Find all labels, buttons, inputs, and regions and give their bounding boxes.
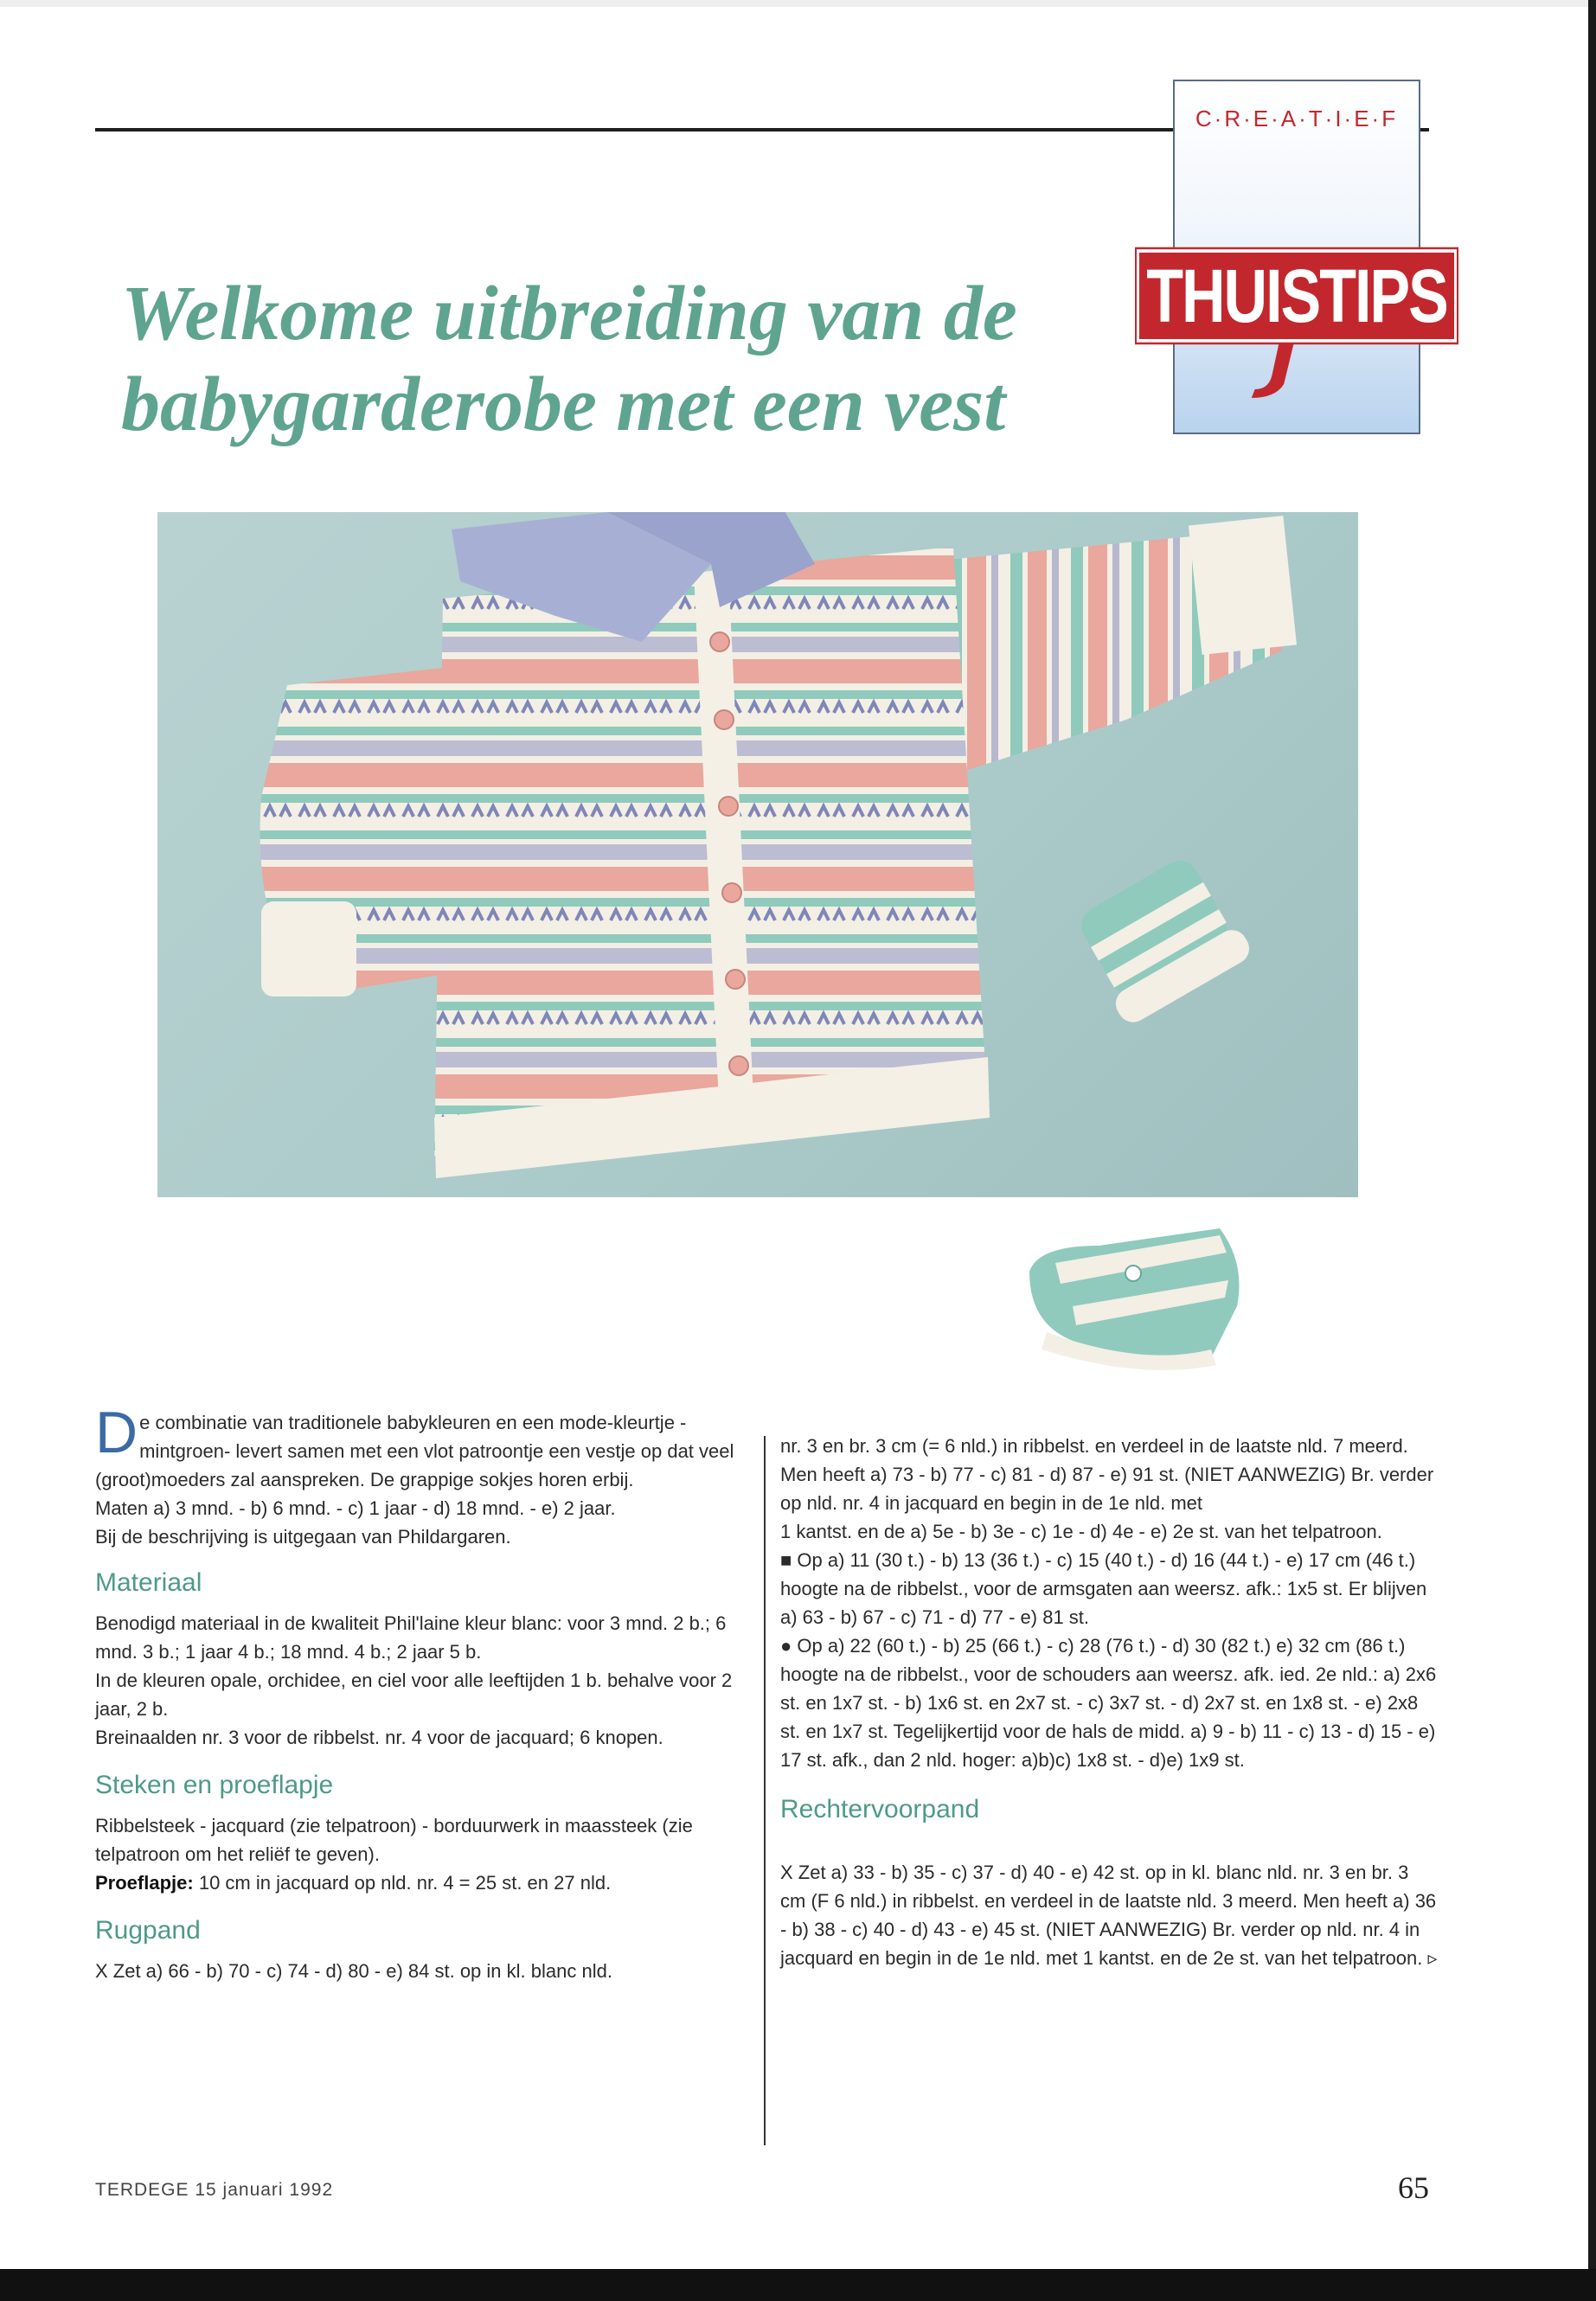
cardigan-illustration: [157, 512, 1358, 1197]
intro-text: e combinatie van traditionele babykleuren en een mode-kleurtje -mintgroen- levert samen met een vlot patroontje een vestje op dat veel (groot)moeders zal aanspreken. De grappige sokjes horen erbij.: [95, 1412, 734, 1490]
intro-paragraph: [95, 1400, 748, 1494]
page-bottom-edge: [0, 2269, 1596, 2301]
right-p2: 1 kantst. en de a) 5e - b) 3e - c) 1e - d) 4e - e) 2e st. van het telpatroon.: [780, 1521, 1382, 1542]
proeflapje-text: 10 cm in jacquard op nld. nr. 4 = 25 st. en 27 nld.: [198, 1872, 612, 1894]
footer-publication: TERDEGE 15 januari 1992: [95, 2180, 334, 2200]
logo-word: [1146, 253, 1447, 338]
rugpand-p1: X Zet a) 66 - b) 70 - c) 74 - d) 80 - e) 84 st. op in kl. blanc nld.: [95, 1960, 612, 1982]
materiaal-p1: Benodigd materiaal in de kwaliteit Phil'laine kleur blanc: voor 3 mnd. 2 b.; 6 mnd. 3 b.; 1 jaar 4 b.; 18 mnd. 4 b.; 2 jaar 5 b.: [95, 1612, 727, 1663]
rechtervoorpand-heading: Rechtervoorpand: [780, 1795, 980, 1823]
materiaal-heading: Materiaal: [95, 1568, 202, 1597]
right-column: [780, 1432, 1438, 1972]
steken-heading: Steken en proeflapje: [95, 1771, 334, 1799]
page-title: Welkome uitbreiding van de babygarderobe met een vest: [121, 271, 1017, 447]
logo-thuistips-text: THUISTIPS: [1137, 249, 1457, 343]
materiaal-p3: Breinaalden nr. 3 voor de ribbelst. nr. 4 voor de jacquard; 6 knopen.: [95, 1727, 663, 1748]
right-p5: X Zet a) 33 - b) 35 - c) 37 - d) 40 - e) 42 st. op in kl. blanc nld. nr. 3 en br. 3 cm (F 6 nld.) in ribbelst. en verdeel in de laatste nld. 3 meerd. Men heeft a) 36 - b) 38 - c) 40 - d) 43 - e) 45 st. (NIET AANWEZIG) Br. verder op nld. nr. 4 in jacquard en begin in de 1e nld. met 1 kantst. en de 2e st. van het telpatroon. ▹: [780, 1862, 1438, 1969]
materiaal-p2: In de kleuren opale, orchidee, en ciel voor alle leeftijden 1 b. behalve voor 2 jaar, 2 b.: [95, 1670, 733, 1720]
logo-creatief-text: C·R·E·A·T·I·E·F: [1195, 106, 1399, 131]
left-column: [95, 1400, 748, 1985]
page-number: 65: [1398, 2170, 1429, 2205]
page-right-edge: [1588, 0, 1596, 2301]
rugpand-heading: Rugpand: [95, 1916, 201, 1945]
sizes-text: Maten a) 3 mnd. - b) 6 mnd. - c) 1 jaar - d) 18 mnd. - e) 2 jaar.: [95, 1497, 616, 1519]
page-top-edge: [0, 0, 1596, 7]
bootie-photo: [1021, 1211, 1280, 1384]
proeflapje-label: Proeflapje:: [95, 1872, 194, 1894]
creatief-thuistips-logo: [1146, 80, 1447, 434]
right-p1: nr. 3 en br. 3 cm (= 6 nld.) in ribbelst. en verdeel in de laatste nld. 7 meerd. Men heeft a) 73 - b) 77 - c) 81 - d) 87 - e) 91 st. (NIET AANWEZIG) Br. verder op nld. nr. 4 in jacquard en begin in de 1e nld. met: [780, 1435, 1434, 1514]
steken-p1: Ribbelsteek - jacquard (zie telpatroon) - borduurwerk in maassteek (zie telpatroon om het reliëf te geven).: [95, 1815, 693, 1865]
right-p3: ■ Op a) 11 (30 t.) - b) 13 (36 t.) - c) 15 (40 t.) - d) 16 (44 t.) - e) 17 cm (46 t.) hoogte na de ribbelst., voor de armsgaten aan weersz. afk.: 1x5 st. Er blijven a) 63 - b) 67 - c) 71 - d) 77 - e) 81 st.: [780, 1549, 1427, 1628]
right-p4: ● Op a) 22 (60 t.) - b) 25 (66 t.) - c) 28 (76 t.) - d) 30 (82 t.) e) 32 cm (86 t.) hoogte na de ribbelst., voor de schouders aan weersz. afk. ied. 2e nld.: a) 2x6 st. en 1x7 st. - b) 1x6 st. en 2x7 st. - c) 3x7 st. - d) 2x7 st. en 1x8 st. - e) 2x8 st. en 1x7 st. Tegelijkertijd voor de hals de midd. a) 9 - b) 11 - c) 13 - d) 15 - e) 17 st. afk., dan 2 nld. hoger: a)b)c) 1x8 st. - d)e) 1x9 st.: [780, 1635, 1437, 1771]
bootie-illustration: [1021, 1211, 1280, 1384]
drop-cap: D: [95, 1400, 138, 1465]
column-divider: [764, 1436, 766, 2145]
cardigan-photo: [157, 512, 1358, 1197]
proeflapje-line: [95, 1868, 748, 1897]
basis-text: Bij de beschrijving is uitgegaan van Phildargaren.: [95, 1526, 511, 1548]
